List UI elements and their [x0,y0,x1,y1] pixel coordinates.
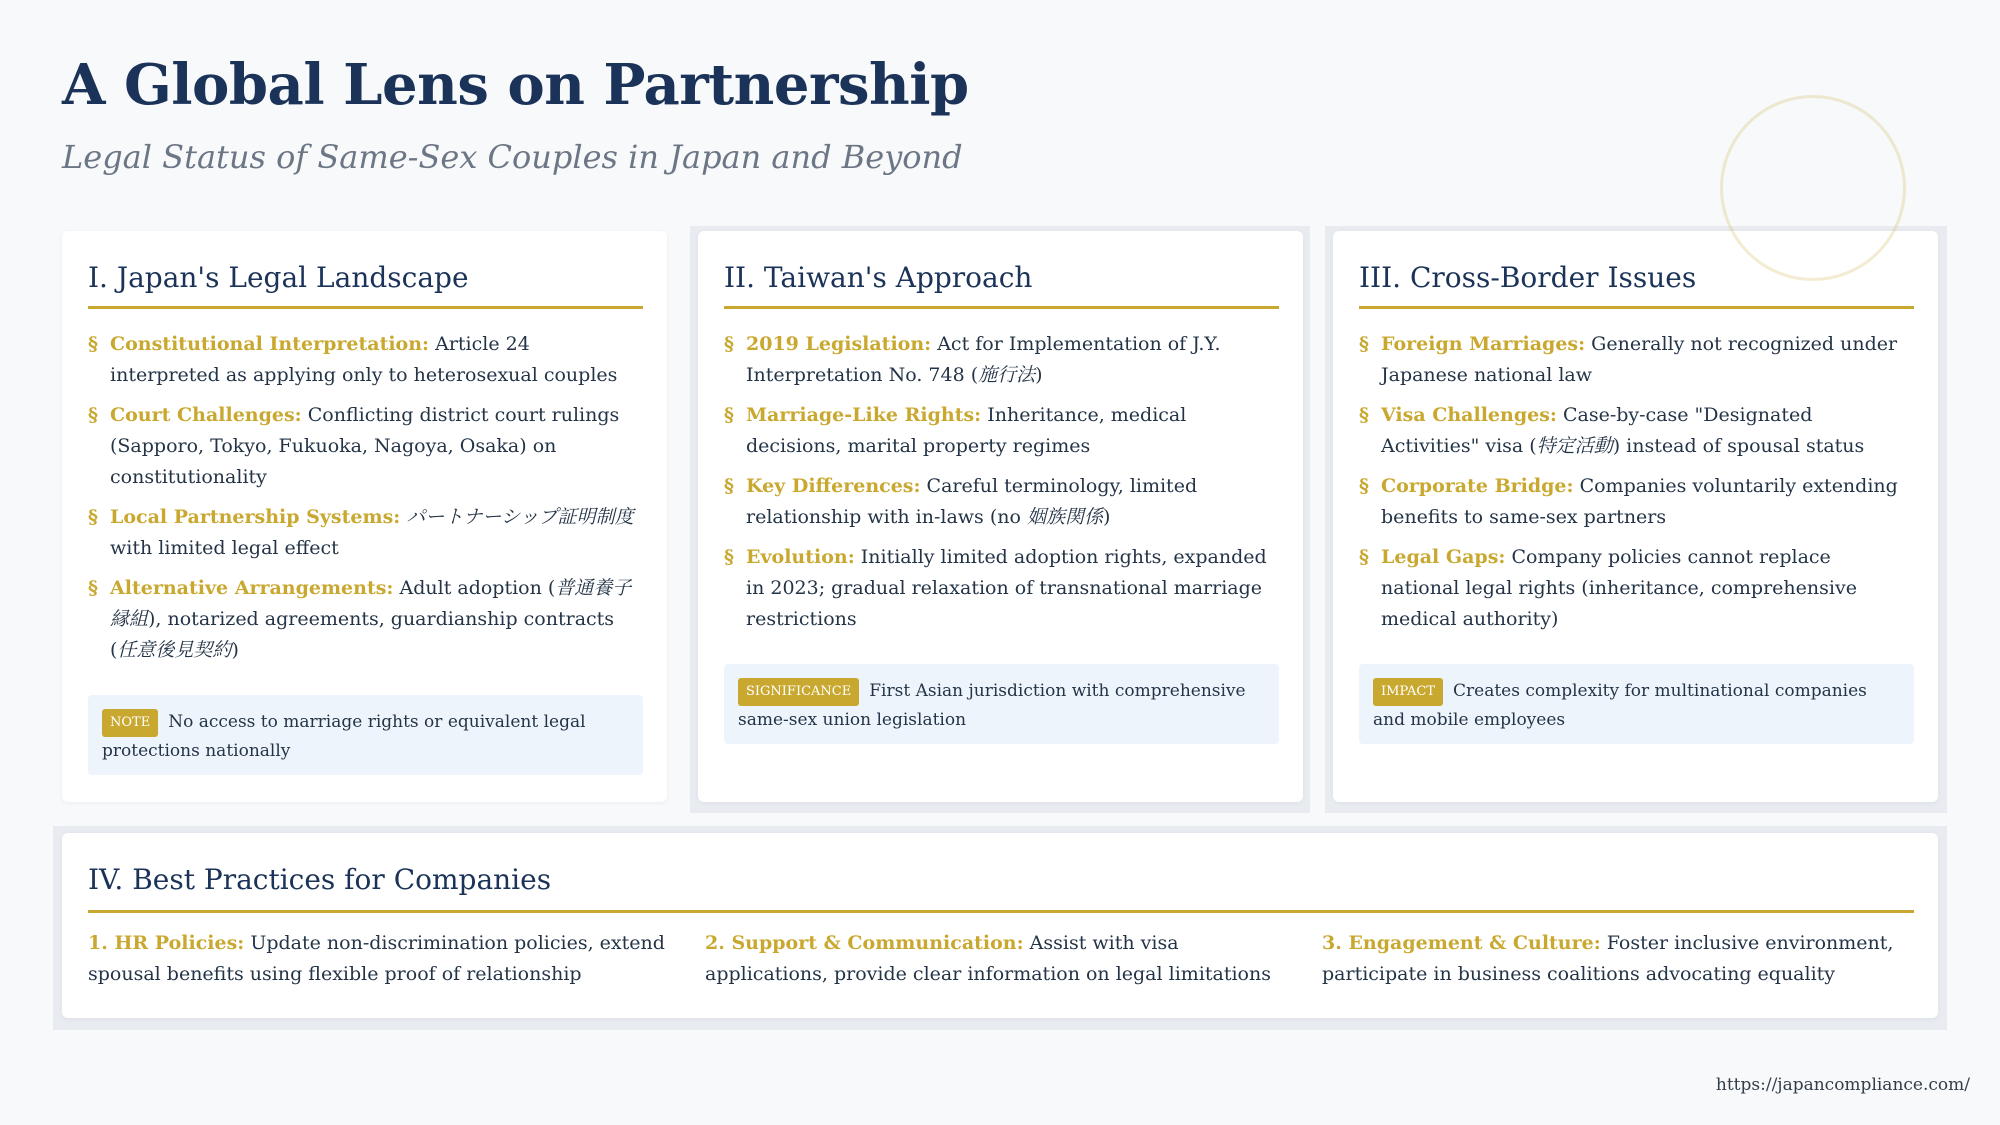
item-japanese-term: 任意後見契約 [117,639,232,661]
bullet-list [88,329,643,675]
item-text: ), notarized agreements, guardianship contracts ( [110,608,615,661]
card-cross-border [1333,231,1938,802]
practice-item-hr-policies [88,928,678,990]
list-item [724,400,1279,462]
impact-badge: IMPACT [1373,678,1443,706]
list-item [88,329,643,391]
title-underline [88,910,1914,913]
item-text: Conflicting district court rulings (Sapporo, Tokyo, Fukuoka, Nagoya, Osaka) on constitutionality [110,404,620,488]
list-item [88,502,643,564]
item-term: Alternative Arrangements: [110,577,394,599]
item-text: Companies voluntarily extending benefits to same-sex partners [1381,475,1898,528]
item-text: ) [231,639,239,661]
section-icon: § [724,404,734,426]
bullet-list [724,329,1279,644]
note-text: No access to marriage rights or equivalent legal protections nationally [102,712,586,761]
card-title: II. Taiwan's Approach [724,261,1033,294]
practice-item-support-communication [705,928,1295,990]
section-icon: § [1359,475,1369,497]
item-japanese-term: 普通養子縁組 [110,577,632,630]
item-text: Update non-discrimination policies, extend spousal benefits using flexible proof of relationship [88,932,665,985]
item-japanese-term: 施行法 [978,364,1036,386]
note-badge: NOTE [102,709,158,737]
section-icon: § [724,546,734,568]
item-text: with limited legal effect [110,537,339,559]
item-text: ) instead of spousal status [1612,435,1865,457]
list-item [1359,400,1914,462]
section-icon: § [724,333,734,355]
section-icon: § [1359,404,1369,426]
item-text: ) [1102,506,1111,528]
list-item [724,329,1279,391]
significance-badge: SIGNIFICANCE [738,678,859,706]
item-term: Key Differences: [746,475,921,497]
list-item [724,542,1279,635]
item-text: Case-by-case "Designated Activities" visa ( [1381,404,1813,457]
title-underline [724,306,1279,309]
section-icon: § [88,333,98,355]
bullet-list [1359,329,1914,644]
item-text: Initially limited adoption rights, expanded in 2023; gradual relaxation of transnational marriage restrictions [746,546,1267,630]
impact-box [1359,664,1914,744]
item-term: 2. Support & Communication: [705,932,1024,954]
section-icon: § [88,577,98,599]
title-underline [1359,306,1914,309]
list-item [88,400,643,493]
item-japanese-term: パートナーシップ証明制度 [406,506,634,528]
section-icon: § [1359,546,1369,568]
card-japan [62,231,667,802]
item-text: Adult adoption ( [393,577,556,599]
item-japanese-term: 特定活動 [1536,435,1613,457]
card-taiwan [698,231,1303,802]
note-box [88,695,643,775]
item-text: Act for Implementation of J.Y. Interpretation No. 748 ( [746,333,1221,386]
item-text: Assist with visa applications, provide clear information on legal limitations [705,932,1271,985]
section-icon: § [1359,333,1369,355]
title-underline [88,306,643,309]
list-item [1359,471,1914,533]
section-icon: § [88,404,98,426]
practice-item-engagement-culture [1322,928,1912,990]
list-item [88,573,643,666]
item-term: Marriage-Like Rights: [746,404,982,426]
item-term: Visa Challenges: [1381,404,1557,426]
item-term: Corporate Bridge: [1381,475,1574,497]
list-item [724,471,1279,533]
section-icon: § [724,475,734,497]
item-term: Constitutional Interpretation: [110,333,430,355]
item-text: Foster inclusive environment, participate in business coalitions advocating equality [1322,932,1894,985]
item-text: Careful terminology, limited relationship with in-laws (no [746,475,1198,528]
item-term: 3. Engagement & Culture: [1322,932,1601,954]
item-term: Legal Gaps: [1381,546,1506,568]
section-icon: § [88,506,98,528]
card-title: III. Cross-Border Issues [1359,261,1697,294]
list-item [1359,329,1914,391]
card-title: IV. Best Practices for Companies [88,863,552,896]
item-term: Foreign Marriages: [1381,333,1586,355]
item-text: ) [1035,364,1043,386]
item-term: 2019 Legislation: [746,333,932,355]
item-term: 1. HR Policies: [88,932,245,954]
item-text: Company policies cannot replace national legal rights (inheritance, comprehensive medical authority) [1381,546,1857,630]
list-item [1359,542,1914,635]
item-text: Inheritance, medical decisions, marital property regimes [746,404,1187,457]
page-subtitle: Legal Status of Same-Sex Couples in Japan and Beyond [62,138,963,176]
item-text: Article 24 interpreted as applying only to heterosexual couples [110,333,618,386]
note-text: Creates complexity for multinational companies and mobile employees [1373,681,1867,730]
significance-box [724,664,1279,744]
item-term: Evolution: [746,546,855,568]
card-best-practices [62,833,1938,1018]
item-term: Court Challenges: [110,404,302,426]
item-term: Local Partnership Systems: [110,506,401,528]
note-text: First Asian jurisdiction with comprehensive same-sex union legislation [738,681,1246,730]
page-title: A Global Lens on Partnership [62,52,969,118]
item-text: Generally not recognized under Japanese national law [1381,333,1898,386]
item-japanese-term: 姻族関係 [1026,506,1103,528]
card-title: I. Japan's Legal Landscape [88,261,469,294]
footer-url: https://japancompliance.com/ [1715,1075,1970,1095]
